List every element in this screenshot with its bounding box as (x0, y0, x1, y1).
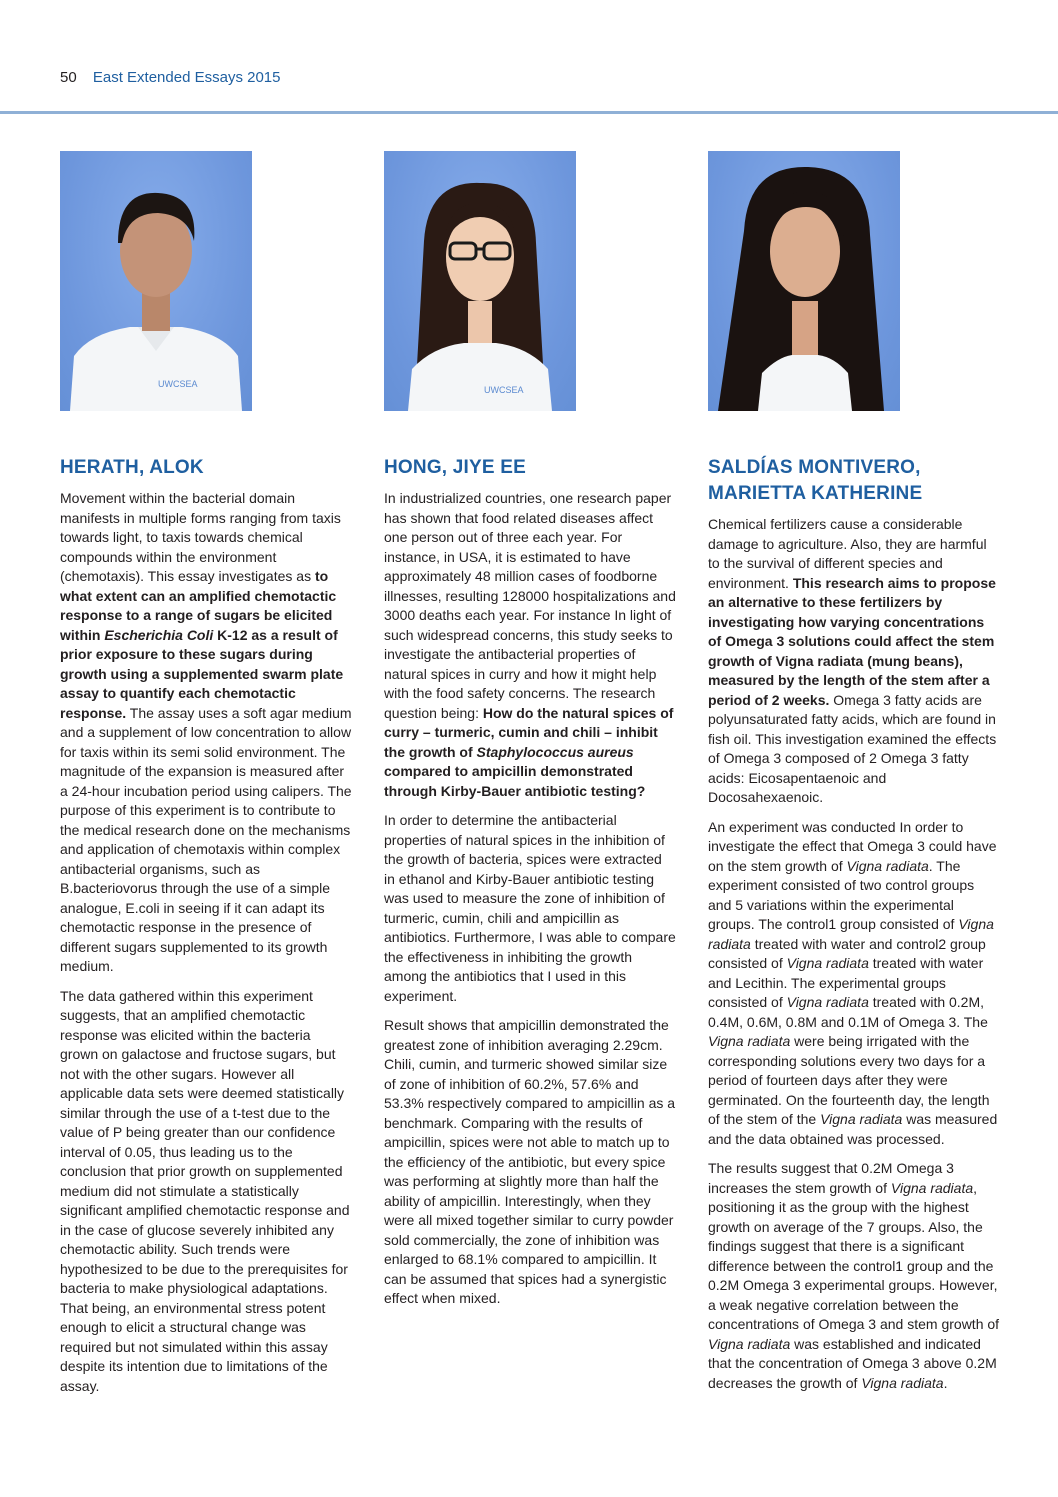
student-column-2 (384, 151, 676, 1309)
abstract-text (708, 515, 1000, 1393)
abstract-paragraph: The results suggest that 0.2M Omega 3 increases the stem growth of Vigna radiata, positioning it as the group with the highest growth on average of the 7 groups. Also, the findings suggest that there is a significant difference between the control1 group and the 0.2M Omega 3 experimental groups. However, a weak negative correlation between the concentrations of Omega 3 and stem growth of Vigna radiata was established and indicated that the concentration of Omega 3 above 0.2M decreases the growth of Vigna radiata. (708, 1160, 1000, 1391)
abstract-paragraph: In order to determine the antibacterial properties of natural spices in the inhibition of the growth of bacteria, spices were extracted in ethanol and Kirby-Bauer antibiotic testing was used to measure the zone of inhibition of turmeric, cumin, chili and ampicillin as antibiotics. Furthermore, I was able to compare the effectiveness in inhibiting the growth among the antibiotics that I used in this experiment. (384, 812, 676, 1004)
student-name: HERATH, ALOK (60, 457, 204, 478)
student-photo (384, 151, 576, 411)
student-column-3 (708, 151, 1000, 1393)
abstract-paragraph: An experiment was conducted In order to investigate the effect that Omega 3 could have on the stem growth of Vigna radiata. The experiment consisted of two control groups and 5 variations within the experimental groups. The control1 group consisted of Vigna radiata treated with water and control2 group consisted of Vigna radiata treated with water and Lecithin. The experimental groups consisted of Vigna radiata treated with 0.2M, 0.4M, 0.6M, 0.8M and 0.1M of Omega 3. The Vigna radiata were being irrigated with the corresponding solutions every two days for a period of fourteen days after they were germinated. On the fourteenth day, the length of the stem of the Vigna radiata was measured and the data obtained was processed. (708, 818, 998, 1147)
svg-text:UWCSEA: UWCSEA (484, 385, 524, 395)
svg-text:UWCSEA: UWCSEA (158, 379, 198, 389)
student-column-1 (60, 151, 352, 1396)
student-photo (60, 151, 252, 411)
abstract-text (60, 489, 352, 1396)
student-photo (708, 151, 900, 411)
abstract-paragraph: The data gathered within this experiment suggests, that an amplified chemotactic response was elicited within the bacteria grown on galactose and fructose sugars, but not with the other sugars. However all applicable data sets were deemed statistically similar through the use of a t-test due to the value of P being greater than our confidence interval of 0.05, thus leading us to the conclusion that prior growth on supplemented medium did not stimulate a statistically significant amplified chemotactic response and in the case of glucose severely inhibited any chemotactic ability. Such trends were hypothesized to be due to the prerequisites for bacteria to make physiological adaptations. That being, an environmental stress potent enough to elicit a structural change was required but not simulated within this assay despite its intention due to limitations of the assay. (60, 987, 350, 1394)
abstract-text (384, 489, 676, 1309)
abstract-paragraph: Movement within the bacterial domain manifests in multiple forms ranging from taxis towards light, to taxis towards chemical compounds within the environment (chemotaxis). This essay investigates as to what extent can an amplified chemotactic response to a range of sugars be elicited within Escherichia Coli K-12 as a result of prior exposure to these sugars during growth using a supplemented swarm plate assay to quantify each chemotactic response. The assay uses a soft agar medium and a supplement of low concentration to allow for taxis within its semi solid environment. The magnitude of the expansion is measured after a 24-hour incubation period using calipers. The purpose of this experiment is to contribute to the medical research done on the mechanisms and application of chemotaxis within complex antibacterial organisms, such as B.bacteriovorus through the use of a simple analogue, E.coli in seeing if it can adapt its chemotactic response in the presence of different sugars supplemented to its growth medium. (60, 490, 352, 974)
abstract-paragraph: Result shows that ampicillin demonstrated the greatest zone of inhibition averaging 2.29cm. Chili, cumin, and turmeric showed similar size of zone of inhibition of 60.2%, 57.6% and 53.3% respectively compared to ampicillin as a benchmark. Comparing with the results of ampicillin, spices were not able to match up to the efficiency of the antibiotic, but every spice was performing at slightly more than half the ability of ampicillin. Interestingly, when they were all mixed together similar to curry powder sold commercially, the zone of inhibition was enlarged to 68.1% compared to ampicillin. It can be assumed that spices had a synergistic effect when mixed. (384, 1017, 676, 1306)
page-number: 50 (60, 69, 77, 86)
page-header (60, 69, 280, 86)
header-divider (0, 111, 1058, 114)
student-name: SALDÍAS MONTIVERO, MARIETTA KATHERINE (708, 457, 923, 504)
abstract-paragraph: In industrialized countries, one research paper has shown that food related diseases affect one person out of three each year. For instance, in USA, it is estimated to have approximately 48 million cases of foodborne illnesses, resulting 128000 hospitalizations and 3000 deaths each year. For instance In light of such widespread concerns, this study seeks to investigate the antibacterial properties of natural spices in curry and how it might help with the food safety concerns. The research question being: How do the natural spices of curry – turmeric, cumin and chili – inhibit the growth of Staphylococcus aureus compared to ampicillin demonstrated through Kirby-Bauer antibiotic testing? (384, 490, 676, 799)
abstract-paragraph: Chemical fertilizers cause a considerable damage to agriculture. Also, they are harmful to the survival of different species and environment. This research aims to propose an alternative to these fertilizers by investigating how varying concentrations of Omega 3 solutions could affect the stem growth of Vigna radiata (mung beans), measured by the length of the stem after a period of 2 weeks. Omega 3 fatty acids are polyunsaturated fatty acids, which are found in fish oil. This investigation examined the effects of Omega 3 composed of 2 Omega 3 fatty acids: Eicosapentaenoic and Docosahexaenoic. (708, 516, 997, 805)
student-name: HONG, JIYE EE (384, 457, 526, 478)
publication-title: East Extended Essays 2015 (92, 69, 281, 86)
